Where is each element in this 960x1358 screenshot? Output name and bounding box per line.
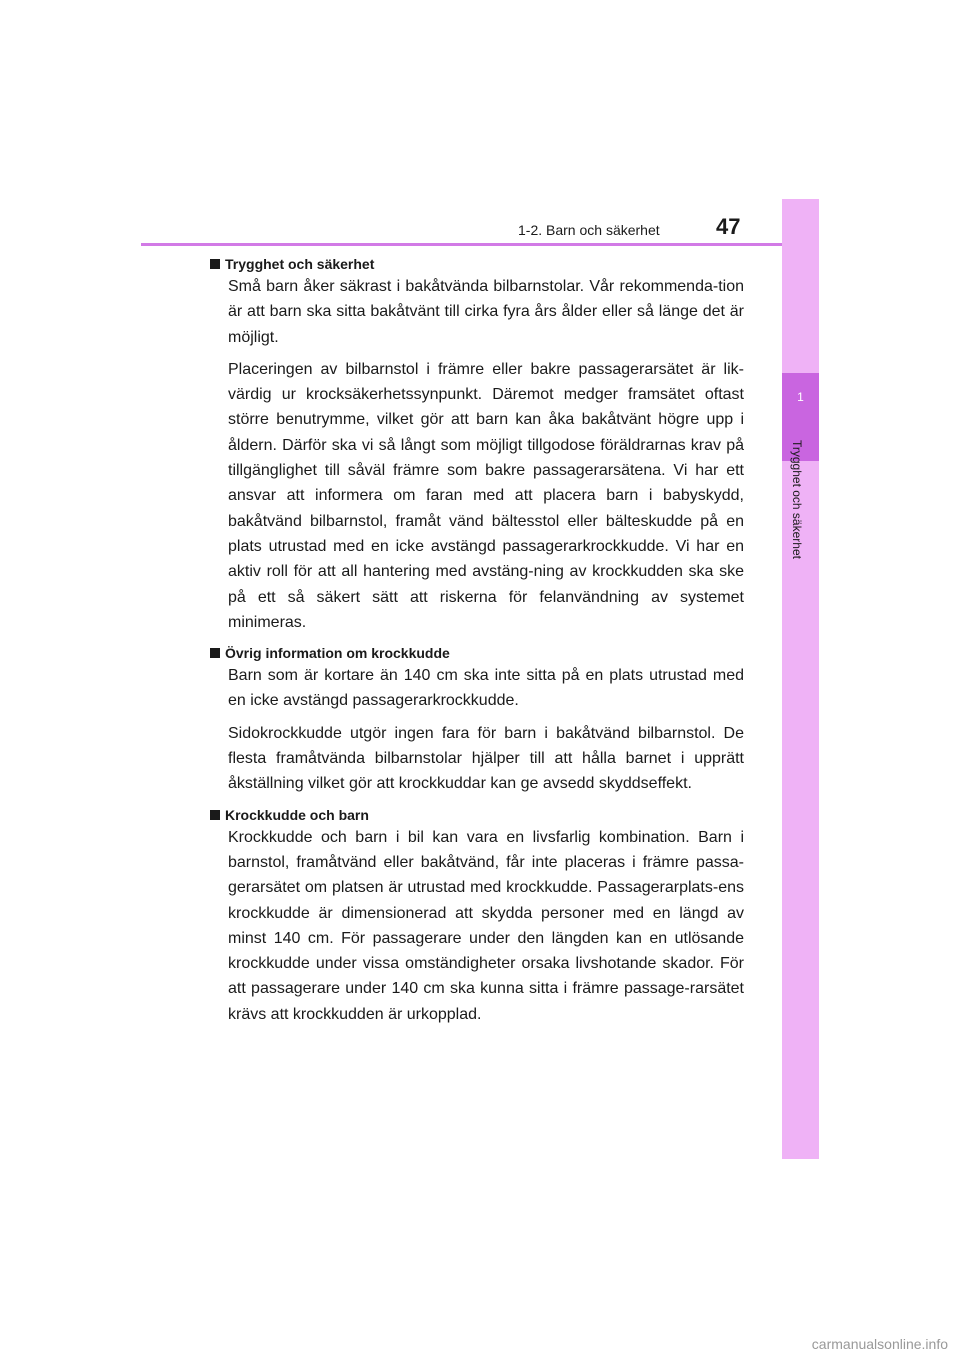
page-content — [210, 254, 744, 1035]
page-number: 47 — [716, 214, 741, 239]
section-heading — [210, 643, 744, 663]
square-bullet-icon — [210, 259, 220, 269]
paragraph: Krockkudde och barn i bil kan vara en livsfarlig kombination. Barn i barnstol, framåtvänd eller bakåtvänd, får inte placeras i främre passa-gerarsätet om platsen är utrustad med krockkudde. Passagerarplats-ens krockkudde är dimensionerad att skydda personer med en längd av minst 140 cm. För passagerare under den längden kan en utlösande krockkudde under vissa omständigheter orsaka livshotande skador. För att passagerare under 140 cm ska kunna sitta i främre passage-rarsätet krävs att krockkudden är urkopplad. — [228, 828, 744, 1023]
section-heading-text: Trygghet och säkerhet — [225, 256, 375, 272]
chapter-number: 1 — [797, 390, 804, 404]
chapter-title: Trygghet och säkerhet — [790, 440, 804, 559]
paragraph: Placeringen av bilbarnstol i främre eller bakre passagerarsätet är lik-värdig ur krocksäkerhetssynpunkt. Däremot medger framsätet oftast större benutrymme, vilket gör att barn kan åka bakåtvänt högre upp i åldern. Därför ska vi så långt som möjligt tillgodose föräldrarnas krav på tillgänglighet till såväl främre som bakre passagerarsätena. Vi har ett ansvar att informera om faran med att placera barn i babyskydd, bakåtvänd bilbarnstol, framåt vänd bältesstol eller bälteskudde på en plats utrustad med en icke avstängd passagerarkrockkudde. Vi har en aktiv roll för att all hantering med avstäng-ning av krockkudden ska ske på ett så säkert sätt att riskerna för felanvändning av systemet minimeras. — [228, 360, 744, 631]
section-heading-text: Övrig information om krockkudde — [225, 645, 450, 662]
header-section-title: 1-2. Barn och säkerhet — [518, 222, 660, 238]
header-rule — [141, 243, 819, 246]
paragraph: Sidokrockkudde utgör ingen fara för barn i bakåtvänd bilbarnstol. De flesta framåtvända bilbarnstolar hjälper till att hålla barnet i upprätt åkställning vilket gör att krockkuddar kan ge avsedd skyddseffekt. — [228, 724, 744, 793]
square-bullet-icon — [210, 648, 220, 658]
section-heading-text: Krockkudde och barn — [225, 806, 369, 823]
watermark[interactable]: carmanualsonline.info — [811, 1336, 948, 1352]
chapter-side-tab[interactable] — [782, 199, 819, 1159]
section-heading — [210, 254, 744, 274]
paragraph: Små barn åker säkrast i bakåtvända bilbarnstolar. Vår rekommenda-tion är att barn ska sitta bakåtvänt till cirka fyra års ålder eller så länge det är möjligt. — [228, 278, 744, 346]
square-bullet-icon — [210, 810, 220, 820]
paragraph: Barn som är kortare än 140 cm ska inte sitta på en plats utrustad med en icke avstängd passagerarkrockkudde. — [228, 667, 744, 710]
section-krockkudde-och-barn — [210, 805, 744, 1027]
section-trygghet — [210, 254, 744, 635]
section-ovrig-information — [210, 643, 744, 796]
section-heading — [210, 805, 744, 825]
